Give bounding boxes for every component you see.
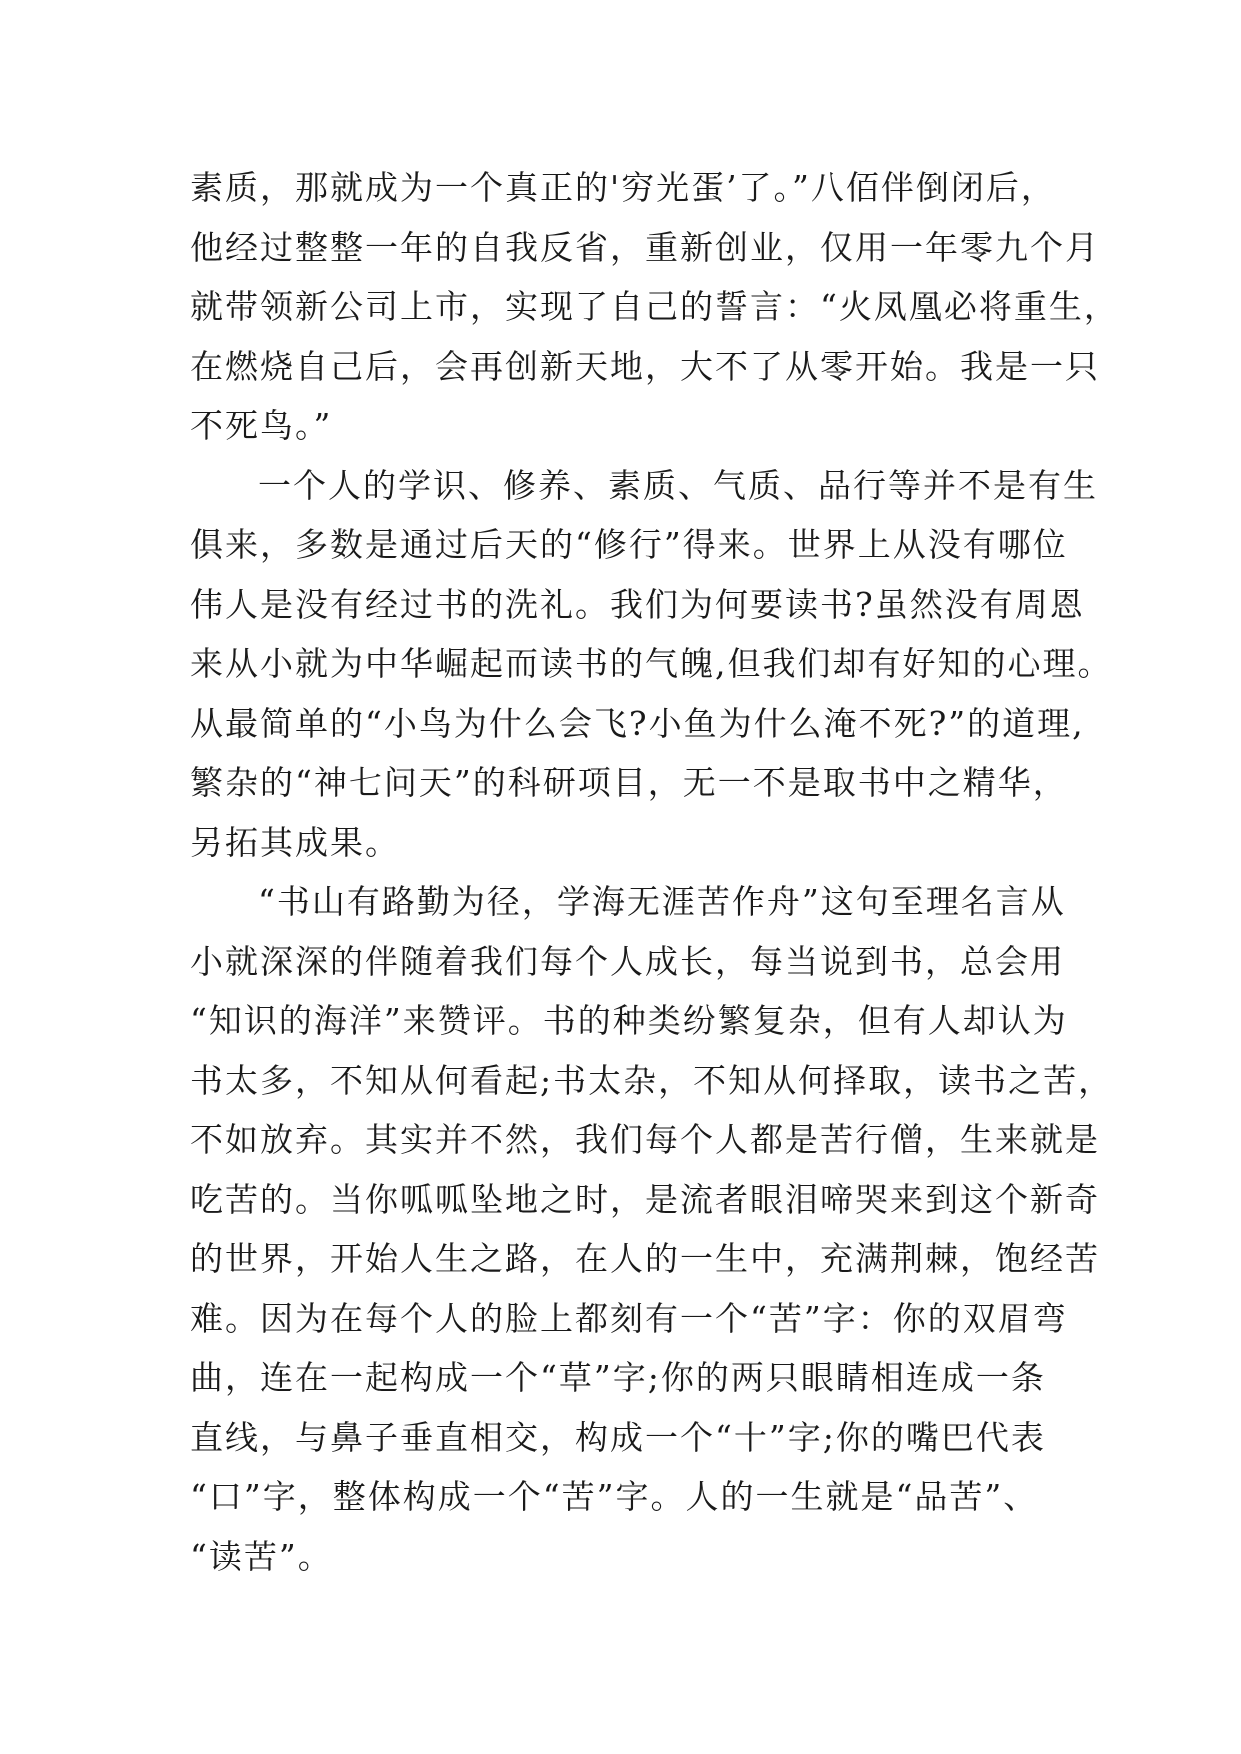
text-line: 一个人的学识、修养、素质、气质、品行等并不是有生 <box>258 465 1098 505</box>
text-line: 吃苦的。当你呱呱坠地之时，是流者眼泪啼哭来到这个新奇 <box>190 1179 1100 1219</box>
text-line: 直线，与鼻子垂直相交，构成一个“十”字;你的嘴巴代表 <box>190 1417 1046 1457</box>
text-line: “知识的海洋”来赞评。书的种类纷繁复杂，但有人却认为 <box>190 1001 1068 1040</box>
text-line: 的世界，开始人生之路，在人的一生中，充满荆棘，饱经苦 <box>190 1239 1100 1278</box>
text-line: 曲，连在一起构成一个“草”字;你的两只眼睛相连成一条 <box>190 1358 1046 1397</box>
text-line: 伟人是没有经过书的洗礼。我们为何要读书?虽然没有周恩 <box>190 584 1085 624</box>
text-line: 来从小就为中华崛起而读书的气魄,但我们却有好知的心理。 <box>190 644 1113 683</box>
text-line: “书山有路勤为径，学海无涯苦作舟”这句至理名言从 <box>258 882 1066 921</box>
paragraph-3 <box>190 872 1114 1586</box>
text-line: 俱来，多数是通过后天的“修行”得来。世界上从没有哪位 <box>190 525 1068 564</box>
paragraph-2 <box>190 456 1113 873</box>
text-line: 另拓其成果。 <box>190 822 400 862</box>
text-line: 在燃烧自己后，会再创新天地，大不了从零开始。我是一只 <box>190 346 1100 386</box>
text-line: 素质，那就成为一个真正的'穷光蛋’了。”八佰伴倒闭后， <box>190 168 1056 207</box>
text-line: “口”字，整体构成一个“苦”字。人的一生就是“品苦”、 <box>190 1477 1039 1516</box>
text-line: 就带领新公司上市，实现了自己的誓言：“火凤凰必将重生， <box>190 287 1119 326</box>
paragraph-1 <box>190 158 1119 456</box>
document-body <box>190 158 1119 1586</box>
text-line: 难。因为在每个人的脸上都刻有一个“苦”字：你的双眉弯 <box>190 1298 1068 1338</box>
text-line: 小就深深的伴随着我们每个人成长，每当说到书，总会用 <box>190 941 1065 981</box>
text-line: 不如放弃。其实并不然，我们每个人都是苦行僧，生来就是 <box>190 1120 1100 1159</box>
text-line: 从最简单的“小鸟为什么会飞?小鱼为什么淹不死?”的道理, <box>190 703 1085 743</box>
text-line: 不死鸟。” <box>190 406 333 445</box>
text-line: “读苦”。 <box>190 1536 333 1576</box>
text-line: 繁杂的“神七问天”的科研项目，无一不是取书中之精华， <box>190 763 1068 802</box>
text-line: 书太多，不知从何看起;书太杂，不知从何择取，读书之苦， <box>190 1060 1114 1100</box>
text-line: 他经过整整一年的自我反省，重新创业，仅用一年零九个月 <box>190 227 1100 267</box>
